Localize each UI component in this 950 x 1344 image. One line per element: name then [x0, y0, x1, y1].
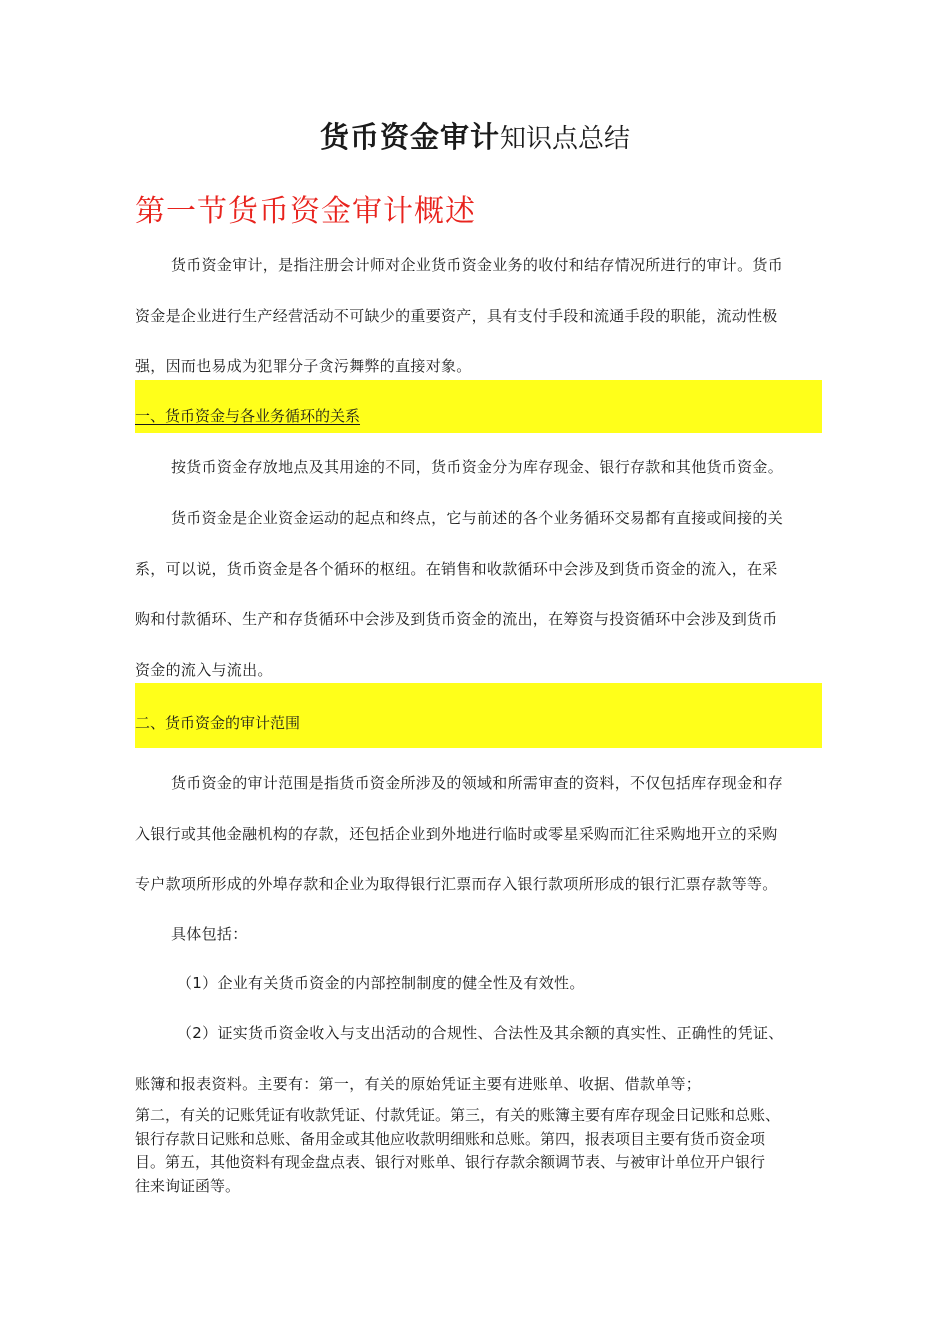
paragraph-line: 第二，有关的记账凭证有收款凭证、付款凭证。第三，有关的账簿主要有库存现金日记账和总账、: [135, 1106, 781, 1124]
title-light-part: 知识点总结: [500, 124, 631, 154]
paragraph-line: 强，因而也易成为犯罪分子贪污舞弊的直接对象。: [135, 357, 472, 375]
paragraph-line: 资金是企业进行生产经营活动不可缺少的重要资产，具有支付手段和流通手段的职能，流动性极: [135, 306, 778, 325]
paragraph-2: [135, 493, 825, 695]
paragraph-line: 购和付款循环、生产和存货循环中会涉及到货币资金的流出，在筹资与投资循环中会涉及到货币: [135, 610, 778, 628]
highlight-bar-1: [135, 380, 822, 433]
paragraph-line: （2）证实货币资金收入与支出活动的合规性、合法性及其余额的真实性、正确性的凭证、: [177, 1024, 784, 1042]
paragraph-line: 货币资金的审计范围是指货币资金所涉及的领域和所需审查的资料，不仅包括库存现金和存: [171, 774, 784, 792]
paragraph-line: 资金的流入与流出。: [135, 660, 273, 679]
highlight-bar-2: [135, 683, 822, 748]
list-item-1: [135, 958, 825, 1009]
document-title: [0, 112, 950, 167]
paragraph-line: 往来询证函等。: [135, 1176, 241, 1195]
intro-paragraph: [135, 240, 825, 392]
paragraph-line: 专户款项所形成的外埠存款和企业为取得银行汇票而存入银行款项所形成的银行汇票存款等等。: [135, 875, 778, 893]
paragraph-line: 银行存款日记账和总账、备用金或其他应收款明细账和总账。第四，报表项目主要有货币资金项: [135, 1129, 766, 1148]
paragraph-line: 货币资金审计，是指注册会计师对企业货币资金业务的收付和结存情况所进行的审计。货币: [171, 256, 784, 274]
paragraph-line: 入银行或其他金融机构的存款，还包括企业到外地进行临时或零星采购而汇往采购地开立的采购: [135, 824, 778, 843]
paragraph-line: （1）企业有关货币资金的内部控制制度的健全性及有效性。: [177, 974, 585, 992]
paragraph-line: 按货币资金存放地点及其用途的不同，货币资金分为库存现金、银行存款和其他货币资金。: [171, 458, 784, 476]
section-heading: 第一节货币资金审计概述: [135, 194, 476, 229]
paragraph-1: [135, 442, 825, 493]
paragraph-line: 系，可以说，货币资金是各个循环的枢纽。在销售和收款循环中会涉及到货币资金的流入，在采: [135, 559, 778, 578]
paragraph-line: 货币资金是企业资金运动的起点和终点，它与前述的各个业务循环交易都有直接或间接的关: [171, 509, 784, 527]
subheading-1: 一、货币资金与各业务循环的关系: [135, 407, 361, 425]
paragraph-4: [135, 909, 825, 960]
paragraph-3: [135, 758, 825, 910]
paragraph-line: 目。第五，其他资料有现金盘点表、银行对账单、银行存款余额调节表、与被审计单位开户银行: [135, 1153, 766, 1171]
paragraph-line: 具体包括：: [171, 925, 248, 943]
subheading-2: 二、货币资金的审计范围: [135, 714, 301, 732]
title-bold-part: 货币资金审计: [319, 120, 500, 154]
tail-paragraph: [135, 1104, 825, 1198]
paragraph-line: 账簿和报表资料。主要有：第一，有关的原始凭证主要有进账单、收据、借款单等；: [135, 1074, 702, 1093]
list-item-2: [135, 1008, 825, 1109]
